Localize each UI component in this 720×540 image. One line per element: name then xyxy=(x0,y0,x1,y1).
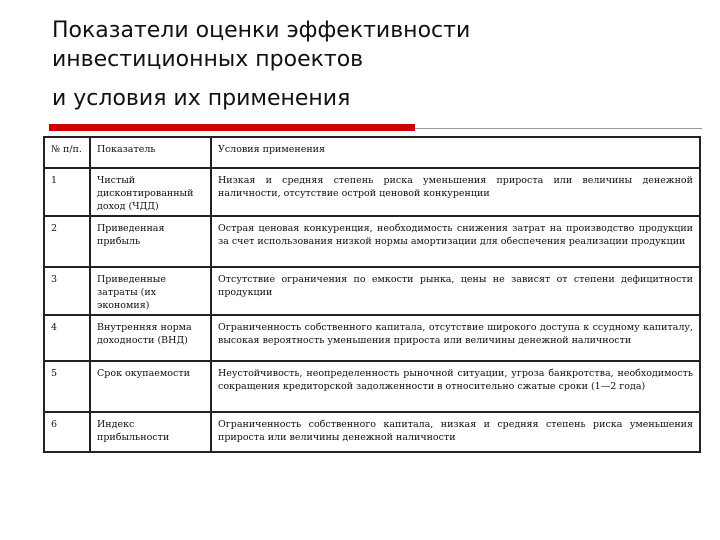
table-row xyxy=(44,216,700,267)
header-conditions: Условия применения xyxy=(211,137,700,168)
cell-conditions: Отсутствие ограничения по емкости рынка, цены не зависят от степени дефицитности продукции xyxy=(211,267,700,315)
indicators-table xyxy=(43,136,701,453)
cell-num: 2 xyxy=(44,216,90,267)
cell-conditions: Острая ценовая конкуренция, необходимость снижения затрат на производство продукции за счет использования низкой нормы амортизации для обеспечения реализации продукции xyxy=(211,216,700,267)
cell-indicator: Чистый дисконтированный доход (ЧДД) xyxy=(90,168,211,216)
accent-bar xyxy=(49,124,415,131)
title-line-2: инвестиционных проектов xyxy=(52,47,364,72)
cell-indicator: Индекс прибыльности xyxy=(90,412,211,452)
header-indicator: Показатель xyxy=(90,137,211,168)
cell-num: 1 xyxy=(44,168,90,216)
cell-num: 6 xyxy=(44,412,90,452)
cell-conditions: Неустойчивость, неопределенность рыночной ситуации, угроза банкротства, необходимость сокращения кредиторской задолженности в относительно сжатые сроки (1—2 года) xyxy=(211,361,700,412)
header-num: № п/п. xyxy=(44,137,90,168)
cell-num: 3 xyxy=(44,267,90,315)
table-row xyxy=(44,168,700,216)
divider-line xyxy=(415,128,702,129)
cell-conditions: Ограниченность собственного капитала, низкая и средняя степень риска уменьшения прироста или величины денежной наличности xyxy=(211,412,700,452)
title-line-3: и условия их применения xyxy=(52,86,351,111)
cell-indicator: Приведенная прибыль xyxy=(90,216,211,267)
cell-num: 4 xyxy=(44,315,90,361)
table-row xyxy=(44,267,700,315)
title-line-1: Показатели оценки эффективности xyxy=(52,18,471,43)
cell-conditions: Низкая и средняя степень риска уменьшения прироста или величины денежной наличности, отсутствие острой ценовой конкуренции xyxy=(211,168,700,216)
cell-indicator: Приведенные затраты (их экономия) xyxy=(90,267,211,315)
table-row xyxy=(44,412,700,452)
cell-conditions: Ограниченность собственного капитала, отсутствие широкого доступа к ссудному капиталу, высокая вероятность уменьшения прироста или величины денежной наличности xyxy=(211,315,700,361)
table-header-row xyxy=(44,137,700,168)
page-title xyxy=(52,16,702,113)
cell-num: 5 xyxy=(44,361,90,412)
cell-indicator: Внутренняя норма доходности (ВНД) xyxy=(90,315,211,361)
table-row xyxy=(44,361,700,412)
cell-indicator: Срок окупаемости xyxy=(90,361,211,412)
table-row xyxy=(44,315,700,361)
